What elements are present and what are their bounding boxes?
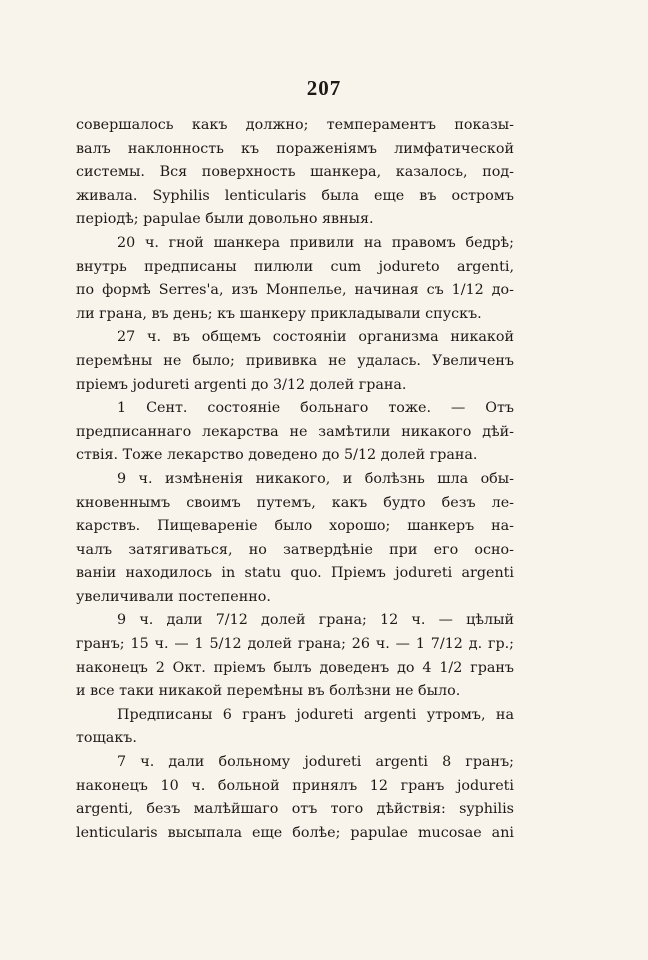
text-line: argenti, безъ малѣйшаго отъ того дѣйствія: syphilis — [76, 801, 514, 818]
text-line: совершалось какъ должно; темпераментъ показы- — [76, 117, 514, 133]
text-line: ваніи находилось in statu quo. Пріемъ joduretі argenti — [76, 565, 514, 582]
text-line: системы. Вся поверхность шанкера, казалось, под- — [76, 164, 514, 181]
text-line: 9 ч. дали 7/12 долей грана; 12 ч. — цѣлый — [117, 612, 514, 629]
text-line: наконецъ 2 Окт. пріемъ былъ доведенъ до 4 1/2 гранъ — [76, 659, 514, 676]
text-line: 20 ч. гной шанкера привили на правомъ бедрѣ; — [117, 234, 514, 251]
text-line: живала. Syphilis lenticularis была еще въ остромъ — [76, 187, 514, 204]
text-line: предписаннаго лекарства не замѣтили никакого дѣй- — [76, 423, 514, 440]
text-line: кновеннымъ своимъ путемъ, какъ будто безъ ле- — [76, 494, 514, 511]
text-line: гранъ; 15 ч. — 1 5/12 долей грана; 26 ч. — 1 7/12 д. гр.; — [76, 636, 514, 653]
text-line: и все таки никакой перемѣны въ болѣзни не было. — [76, 683, 461, 700]
text-line: 1 Сент. состояніе больнаго тоже. — Отъ — [117, 400, 514, 417]
text-line: валъ наклонность къ пораженіямъ лимфатической — [76, 140, 514, 157]
text-line: 9 ч. измѣненія никакого, и болѣзнь шла обы- — [117, 470, 514, 487]
page-number: 207 — [306, 76, 342, 100]
body-text — [76, 114, 514, 845]
text-line: по формѣ Serres'a, изъ Монпелье, начиная съ 1/12 до- — [76, 282, 514, 299]
text-line: пріемъ joduretі argenti до 3/12 долей грана. — [76, 376, 407, 393]
text-line: 27 ч. въ общемъ состояніи организма никакой — [117, 329, 514, 346]
text-line: 7 ч. дали больному joduretі argenti 8 гранъ; — [117, 754, 514, 771]
text-line: тощакъ. — [76, 730, 137, 747]
text-line: Предписаны 6 гранъ joduretі argenti утромъ, на — [117, 706, 514, 723]
text-line: карствъ. Пищевареніе было хорошо; шанкеръ на- — [76, 518, 514, 535]
text-line: періодѣ; papulae были довольно явныя. — [76, 211, 374, 228]
text-line: внутрь предписаны пилюли cum jodureto argenti, — [76, 258, 514, 275]
text-line: lenticularis высыпала еще болѣе; papulae mucosae ani — [76, 824, 514, 841]
text-line: ли грана, въ день; къ шанкеру прикладывали спускъ. — [76, 305, 482, 322]
text-line: чалъ затягиваться, но затвердѣніе при его осно- — [76, 541, 514, 558]
text-line: ствія. Тоже лекарство доведено до 5/12 долей грана. — [76, 447, 478, 464]
text-line: увеличивали постепенно. — [76, 588, 271, 605]
text-line: наконецъ 10 ч. больной принялъ 12 гранъ joduretі — [76, 777, 514, 794]
text-line: перемѣны не было; прививка не удалась. Увеличенъ — [76, 352, 514, 369]
